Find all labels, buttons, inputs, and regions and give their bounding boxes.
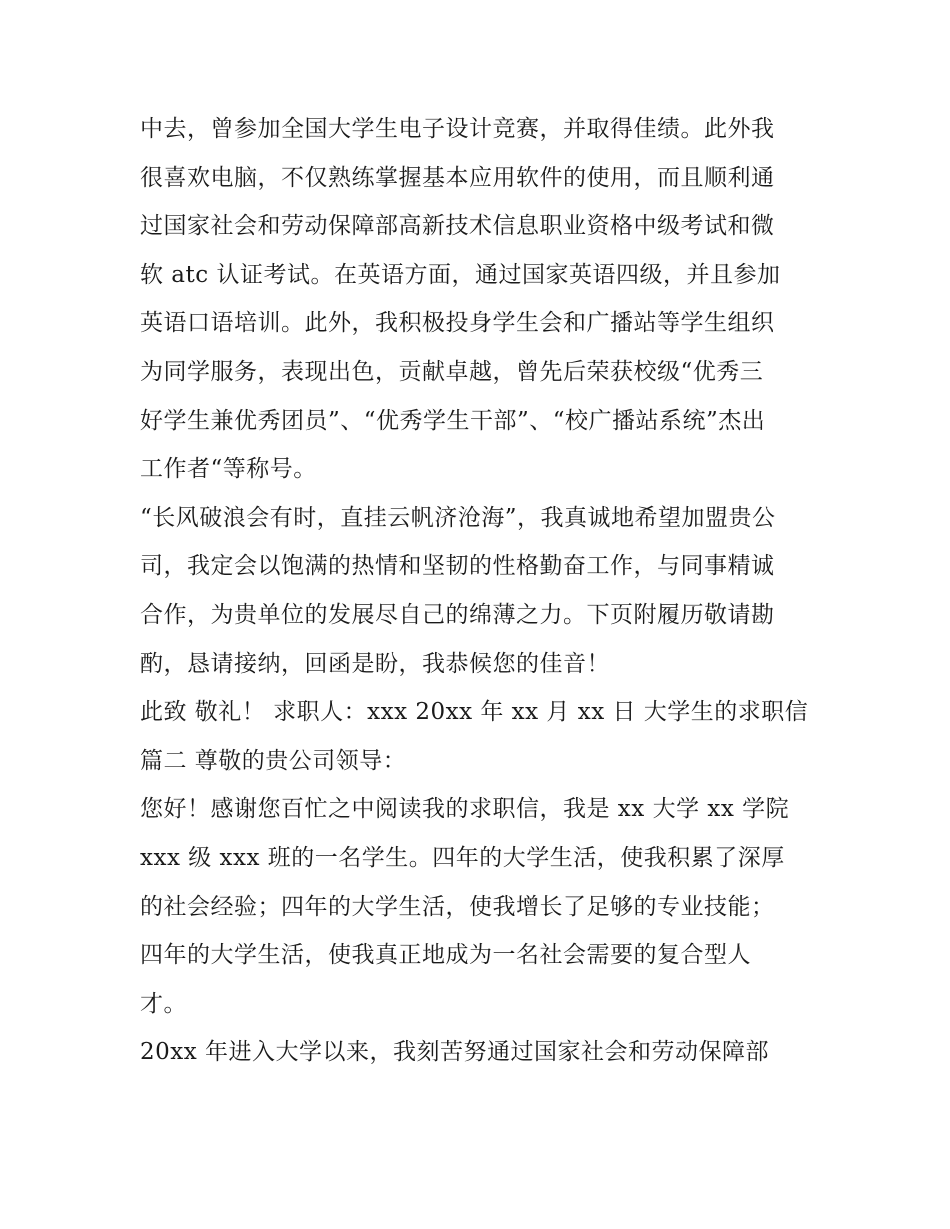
text-line: 英语口语培训。此外，我积极投身学生会和广播站等学生组织 — [140, 310, 775, 337]
letter-body — [140, 105, 820, 1077]
text-line: 才。 — [140, 990, 187, 1017]
text-line: 您好！感谢您百忙之中阅读我的求职信，我是 xx 大学 xx 学院 — [140, 796, 790, 823]
text-line: 过国家社会和劳动保障部高新技术信息职业资格中级考试和微 — [140, 213, 775, 240]
text-line: 四年的大学生活，使我真正地成为一名社会需要的复合型人 — [140, 942, 751, 969]
text-line: 好学生兼优秀团员”、“优秀学生干部”、“校广播站系统”杰出 — [140, 407, 766, 434]
text-line: “长风破浪会有时，直挂云帆济沧海”，我真诚地希望加盟贵公 — [140, 504, 776, 531]
text-line: 司，我定会以饱满的热情和坚韧的性格勤奋工作，与同事精诚 — [140, 553, 775, 580]
text-line: xxx 级 xxx 班的一名学生。四年的大学生活，使我积累了深厚 — [140, 844, 785, 871]
text-line: 为同学服务，表现出色，贡献卓越，曾先后荣获校级“优秀三 — [140, 358, 764, 385]
text-line: 20xx 年进入大学以来，我刻苦努通过国家社会和劳动保障部 — [140, 1039, 770, 1066]
text-line: 工作者“等称号。 — [140, 456, 317, 483]
text-line: 很喜欢电脑，不仅熟练掌握基本应用软件的使用，而且顺利通 — [140, 164, 775, 191]
text-line: 中去，曾参加全国大学生电子设计竞赛，并取得佳绩。此外我 — [140, 116, 775, 142]
salutation-line: 篇二 尊敬的贵公司领导： — [140, 747, 407, 774]
closing-line: 此致 敬礼！ 求职人：xxx 20xx 年 xx 月 xx 日 大学生的求职信 — [140, 699, 809, 726]
text-line: 的社会经验；四年的大学生活，使我增长了足够的专业技能； — [140, 893, 775, 920]
text-line: 合作，为贵单位的发展尽自己的绵薄之力。下页附履历敬请勘 — [140, 601, 775, 628]
text-line: 软 atc 认证考试。在英语方面，通过国家英语四级，并且参加 — [140, 261, 781, 288]
text-line: 酌，恳请接纳，回函是盼，我恭候您的佳音！ — [140, 650, 610, 677]
